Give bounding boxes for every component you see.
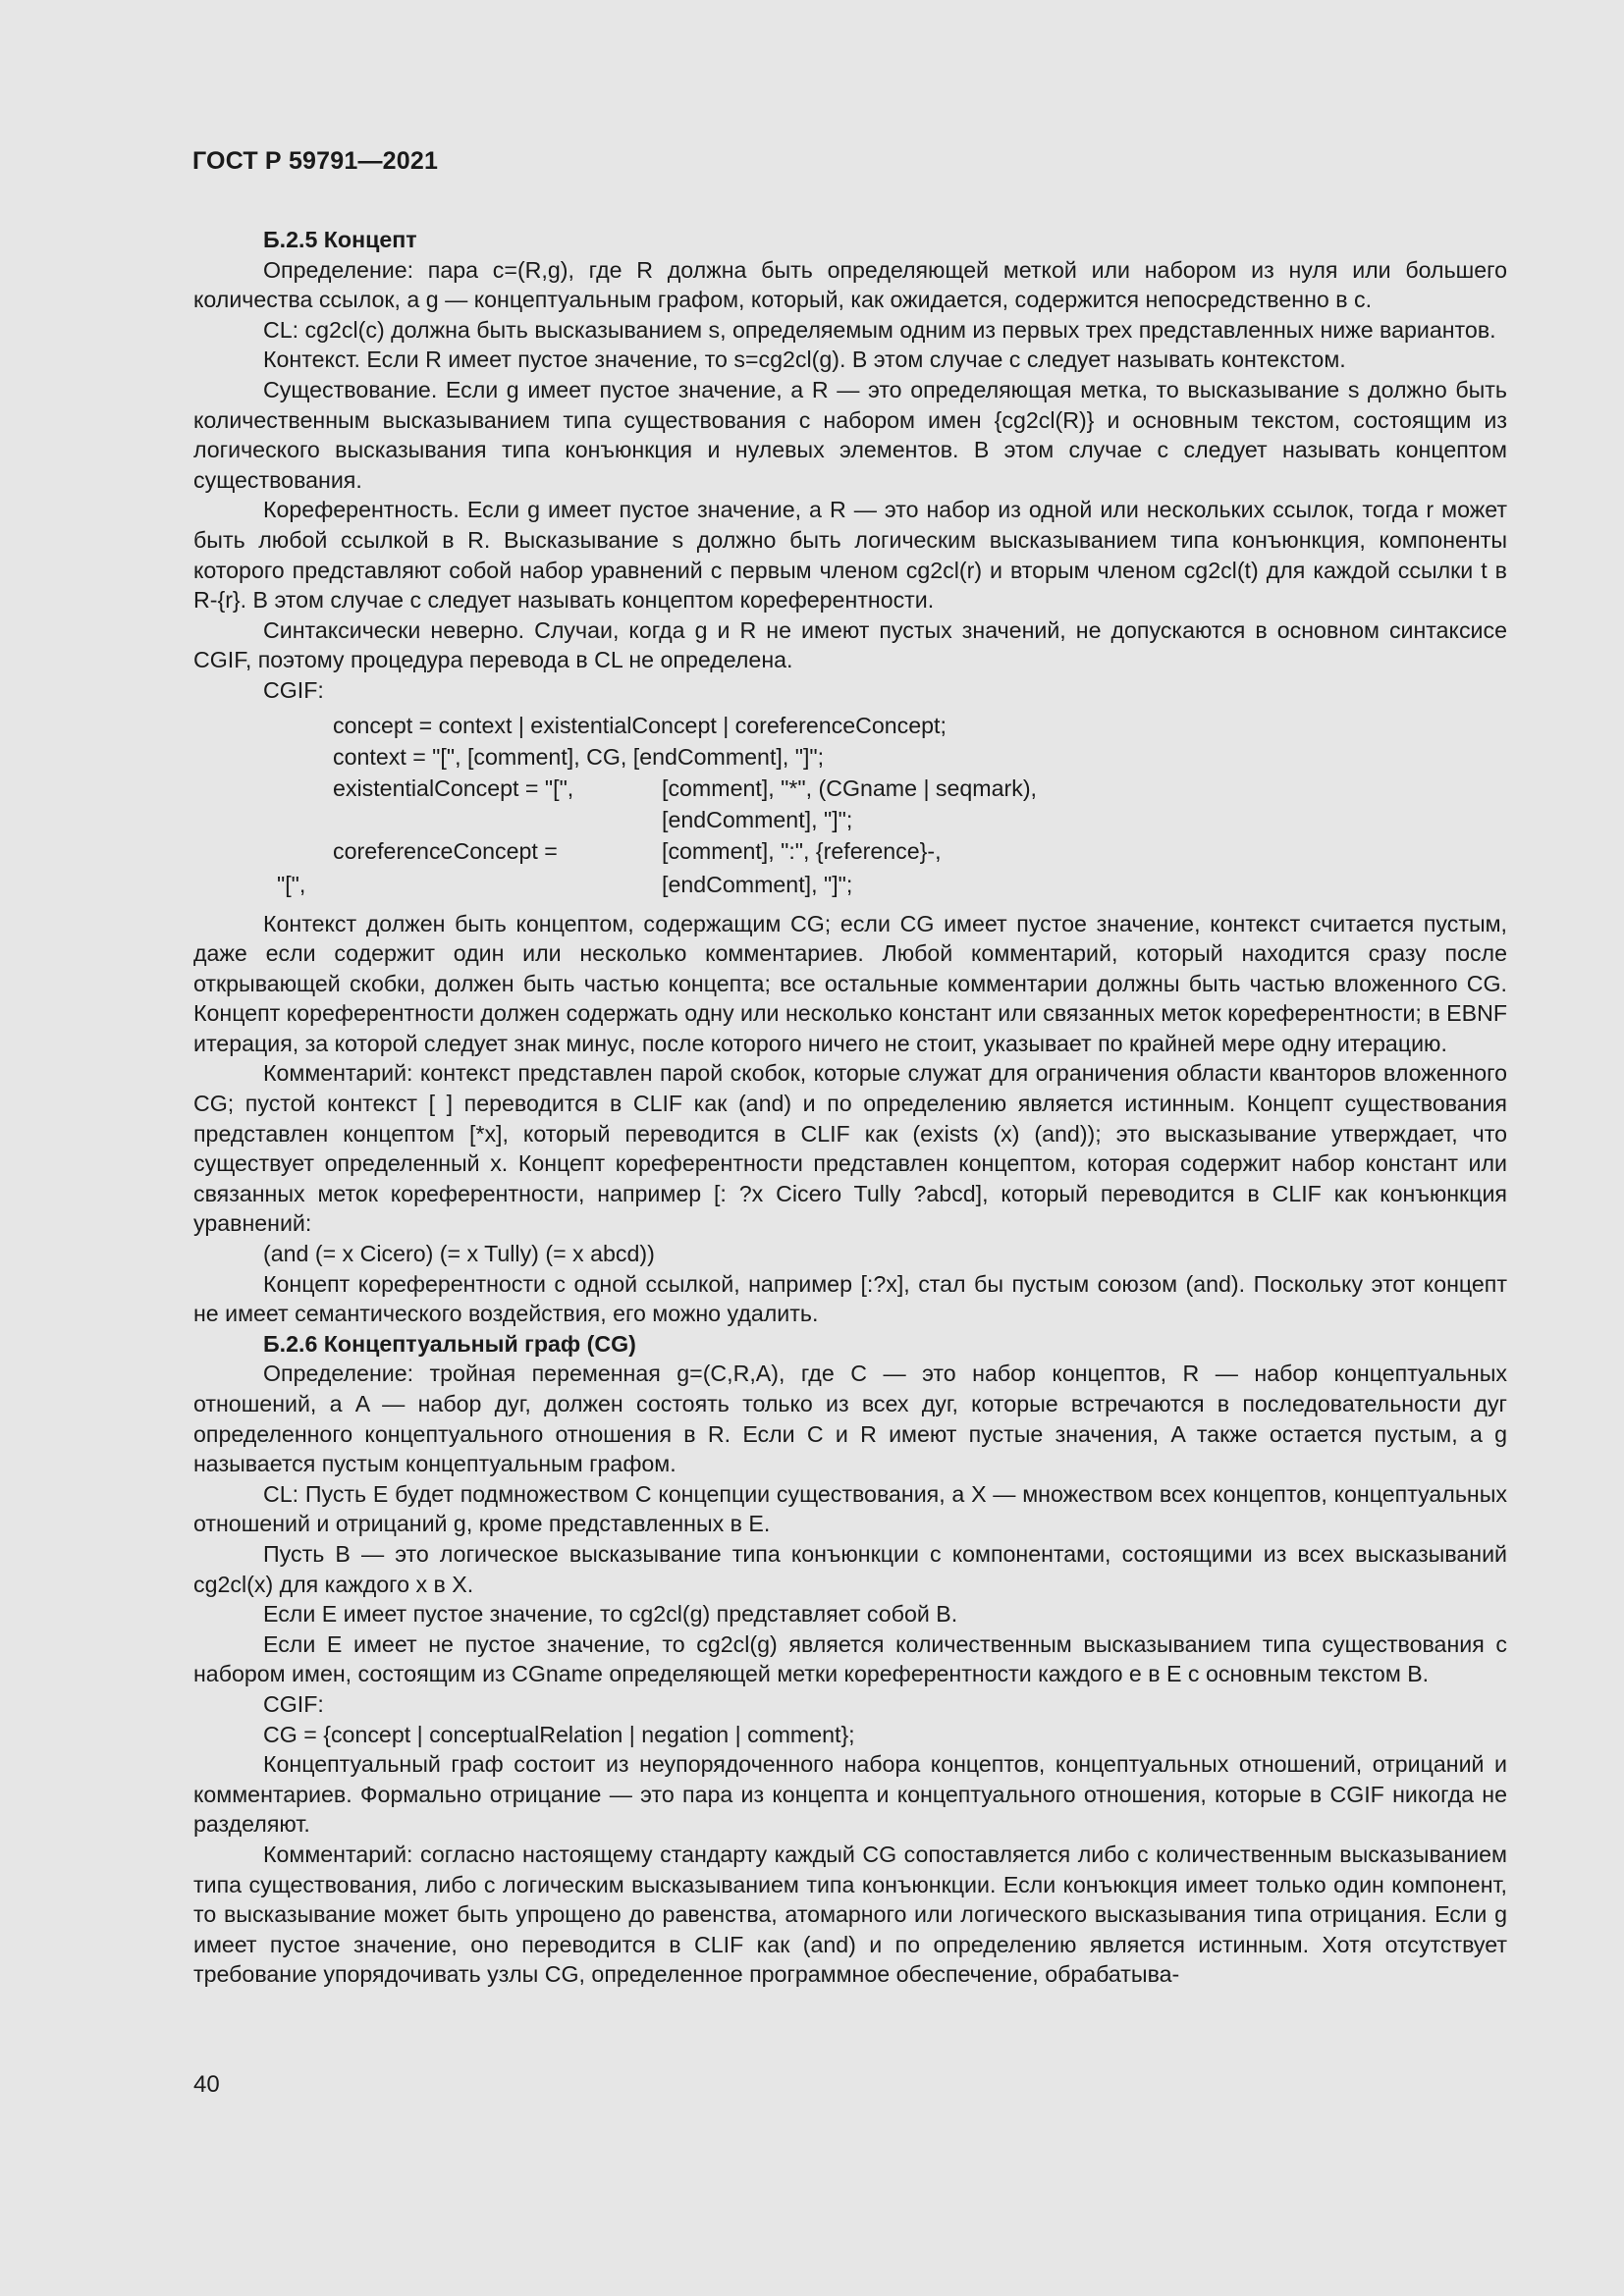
section-heading: Б.2.5 Концепт [263, 227, 417, 252]
paragraph: Концепт кореферентности с одной ссылкой, например [:?x], стал бы пустым союзом (and). Поскольку этот концепт не имеет семантического воздействия, его можно удалить. [193, 1270, 1507, 1327]
grammar-line: "[", [277, 871, 306, 897]
paragraph: CL: cg2cl(c) должна быть высказыванием s, определяемым одним из первых трех представленных ниже вариантов. [263, 316, 1496, 343]
cgif-grammar-block [193, 711, 1507, 899]
grammar-line: [comment], ":", {reference}-, [662, 837, 942, 864]
grammar-line: [endComment], "]"; [662, 806, 853, 832]
grammar-line: [endComment], "]"; [662, 871, 853, 897]
paragraph: Определение: тройная переменная g=(C,R,A), где C — это набор концептов, R — набор концептуальных отношений, а A — набор дуг, должен состоять только из всех дуг, которые встречаются в последовательности дуг определенного концептуального отношения в R. Если C и R имеют пустые значения, A также остается пустым, а g называется пустым концептуальным графом. [193, 1361, 1507, 1477]
paragraph: Комментарий: контекст представлен парой скобок, которые служат для ограничения области кванторов вложенного CG; пустой контекст [ ] переводится в CLIF как (and) и по определению является истинным. Концепт существования представлен концептом [*x], который переводится в CLIF как (exists (x) (and)); это высказывание утверждает, что существует определенный x. Концепт кореферентности представлен концептом, которая содержит набор констант или связанных меток кореферентности, например [: ?x Cicero Tully ?abcd], который переводится в CLIF как конъюнкция уравнений: [193, 1060, 1507, 1237]
grammar-line: existentialConcept = "[", [333, 774, 574, 801]
paragraph: Пусть B — это логическое высказывание типа конъюнкции с компонентами, состоящими из всех высказываний cg2cl(x) для каждого x в X. [193, 1540, 1507, 1597]
paragraph: Существование. Если g имеет пустое значение, а R — это определяющая метка, то высказывание s должно быть количественным высказыванием типа существования с набором имен {cg2cl(R)} и основным текстом, состоящим из логического высказывания типа конъюнкция и нулевых элементов. В этом случае c следует называть концептом существования. [193, 376, 1507, 493]
paragraph: CG = {concept | conceptualRelation | negation | comment}; [263, 1721, 855, 1747]
paragraph: Контекст должен быть концептом, содержащим CG; если CG имеет пустое значение, контекст считается пустым, даже если содержит один или несколько комментариев. Любой комментарий, который находится сразу после открывающей скобки, должен быть частью концепта; все остальные комментарии должны быть частью вложенного CG. Концепт кореферентности должен содержать одну или несколько констант или связанных меток кореферентности; в EBNF итерация, за которой следует знак минус, после которого ничего не стоит, указывает по крайней мере одну итерацию. [193, 910, 1507, 1056]
paragraph: CGIF: [263, 1690, 324, 1717]
grammar-line: [comment], "*", (CGname | seqmark), [662, 774, 1037, 801]
grammar-line: context = "[", [comment], CG, [endComment], "]"; [333, 743, 825, 770]
grammar-line: concept = context | existentialConcept | coreferenceConcept; [333, 712, 947, 738]
paragraph: Кореферентность. Если g имеет пустое значение, а R — это набор из одной или нескольких ссылок, тогда r может быть любой ссылкой в R. Высказывание s должно быть логическим высказыванием типа конъюнкция, компоненты которого представляют собой набор уравнений с первым членом cg2cl(r) и вторым членом cg2cl(t) для каждой ссылки t в R-{r}. В этом случае c следует называть концептом кореферентности. [193, 497, 1507, 614]
paragraph: Синтаксически неверно. Случаи, когда g и R не имеют пустых значений, не допускаются в основном синтаксисе CGIF, поэтому процедура перевода в CL не определена. [193, 616, 1507, 673]
section-heading: Б.2.6 Концептуальный граф (CG) [263, 1330, 636, 1357]
section-b25 [193, 225, 1507, 706]
paragraph: Если E имеет не пустое значение, то cg2cl(g) является количественным высказыванием типа существования с набором имен, состоящим из CGname определяющей метки кореферентности каждого e в E с основным текстом B. [193, 1630, 1507, 1687]
paragraph: Определение: пара c=(R,g), где R должна быть определяющей меткой или набором из нуля или большего количества ссылок, а g — концептуальным графом, который, как ожидается, содержится непосредственно в c. [193, 256, 1507, 313]
paragraph: Если E имеет пустое значение, то cg2cl(g) представляет собой B. [263, 1601, 958, 1628]
paragraph: Комментарий: согласно настоящему стандарту каждый CG сопоставляется либо с количественным высказыванием типа существования, либо с логическим высказыванием типа конъюнкции. Если конъюкция имеет только один компонент, то высказывание может быть упрощено до равенства, атомарного или логического высказывания типа отрицания. Если g имеет пустое значение, оно переводится в CLIF как (and) и по определению является истинным. Хотя отсутствует требование упорядочивать узлы CG, определенное программное обеспечение, обрабатыва- [193, 1841, 1507, 1988]
document-header: ГОСТ Р 59791—2021 [192, 147, 439, 175]
paragraph: (and (= x Cicero) (= x Tully) (= x abcd)) [263, 1241, 655, 1267]
page-number: 40 [193, 2071, 220, 2098]
paragraph: CL: Пусть E будет подмножеством C концепции существования, а X — множеством всех концептов, концептуальных отношений и отрицаний g, кроме представленных в E. [193, 1480, 1507, 1537]
document-body [193, 225, 1507, 1990]
paragraph: CGIF: [263, 676, 324, 703]
section-b25-b26 [193, 909, 1507, 1990]
paragraph: Концептуальный граф состоит из неупорядоченного набора концептов, концептуальных отношений, отрицаний и комментариев. Формально отрицание — это пара из концепта и концептуального отношения, которые в CGIF никогда не разделяют. [193, 1751, 1507, 1838]
grammar-line: coreferenceConcept = [333, 837, 558, 864]
paragraph: Контекст. Если R имеет пустое значение, то s=cg2cl(g). В этом случае c следует называть контекстом. [263, 347, 1346, 373]
